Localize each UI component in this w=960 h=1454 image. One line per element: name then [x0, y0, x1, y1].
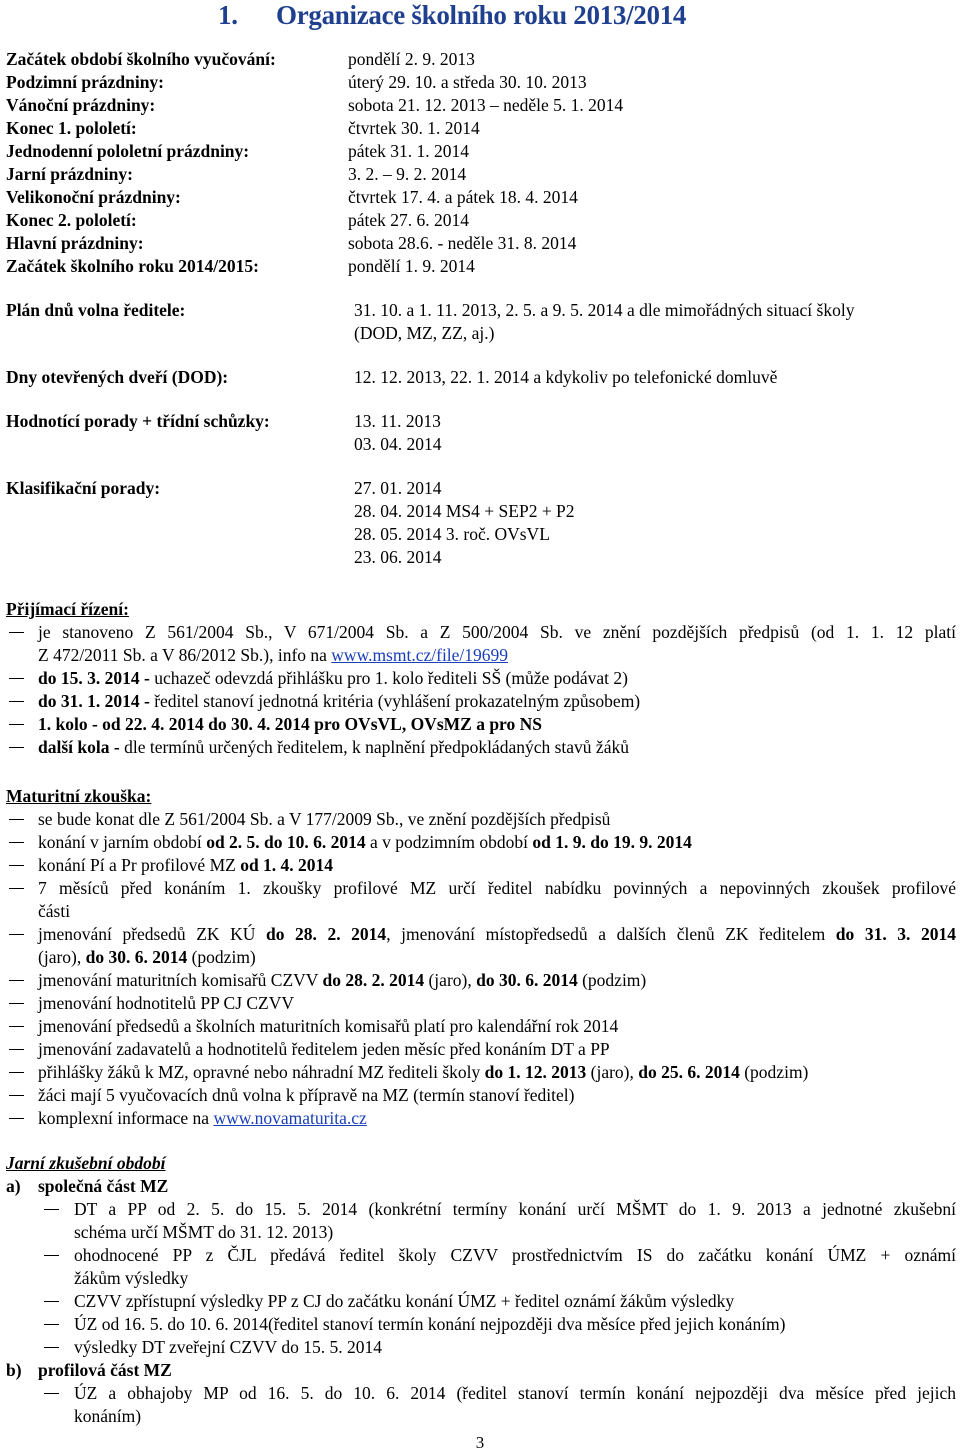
prijimaci-section: [6, 598, 956, 759]
schedule-row: Začátek období školního vyučování: pondělí 2. 9. 2013: [6, 49, 475, 69]
jarni-heading: Jarní zkušební období: [6, 1153, 166, 1173]
list-item: jmenování předsedů ZK KÚ do 28. 2. 2014, jmenování místopředsedů a dalších členů ZK ředitelem do 31. 3. 2014: [6, 923, 956, 946]
plan-row: Plán dnů volna ředitele: 31. 10. a 1. 11. 2013, 2. 5. a 9. 5. 2014 a dle mimořádných situací školy (DOD, MZ, ZZ, aj.): [6, 300, 855, 343]
list-item-cont: Z 472/2011 Sb. a V 86/2012 Sb.), info na www.msmt.cz/file/19699: [38, 645, 509, 665]
list-item: jmenování předsedů a školních maturitních komisařů platí pro kalendářní rok 2014: [6, 1015, 956, 1038]
schedule-row: Jarní prázdniny: 3. 2. – 9. 2. 2014: [6, 164, 467, 184]
list-item: DT a PP od 2. 5. do 15. 5. 2014 (konkrétní termíny konání určí MŠMT do 1. 9. 2013 a jednotné zkušební: [6, 1198, 956, 1221]
list-item-cont: konáním): [74, 1406, 142, 1426]
list-item: komplexní informace na www.novamaturita.cz: [6, 1107, 956, 1130]
schedule-table: [6, 48, 956, 569]
list-item: ÚZ od 16. 5. do 10. 6. 2014(ředitel stanoví termín konání nejpozději dva měsíce před jejich konáním): [6, 1313, 956, 1336]
prijimaci-heading: Přijímací řízení:: [6, 599, 129, 619]
list-item: přihlášky žáků k MZ, opravné nebo náhradní MZ řediteli školy do 1. 12. 2013 (jaro), do 25. 6. 2014 (podzim): [6, 1061, 956, 1084]
schedule-row: Konec 2. pololetí: pátek 27. 6. 2014: [6, 210, 470, 230]
list-item: výsledky DT zveřejní CZVV do 15. 5. 2014: [6, 1336, 956, 1359]
klasif-row: Klasifikační porady: 27. 01. 2014 28. 04. 2014 MS4 + SEP2 + P2 28. 05. 2014 3. roč. OVsVL 23. 06. 2014: [6, 478, 575, 567]
schedule-row: Hlavní prázdniny: sobota 28.6. - neděle 31. 8. 2014: [6, 233, 577, 253]
title-text: Organizace školního roku 2013/2014: [276, 0, 687, 30]
list-item-cont: (jaro), do 30. 6. 2014 (podzim): [38, 947, 256, 967]
list-item: žáci mají 5 vyučovacích dnů volna k přípravě na MZ (termín stanoví ředitel): [6, 1084, 956, 1107]
schedule-row: Velikonoční prázdniny: čtvrtek 17. 4. a pátek 18. 4. 2014: [6, 187, 578, 207]
msmt-link[interactable]: www.msmt.cz/file/19699: [331, 645, 509, 665]
list-item: konání Pí a Pr profilové MZ od 1. 4. 2014: [6, 854, 956, 877]
list-item-cont: schéma určí MŠMT do 31. 12. 2013): [74, 1222, 334, 1242]
schedule-row: Podzimní prázdniny: úterý 29. 10. a středa 30. 10. 2013: [6, 72, 587, 92]
subsection-b: b) profilová část MZ: [6, 1360, 172, 1380]
list-item: jmenování zadavatelů a hodnotitelů ředitelem jeden měsíc před konáním DT a PP: [6, 1038, 956, 1061]
page-title: [218, 0, 686, 30]
subsection-a: a) společná část MZ: [6, 1176, 169, 1196]
title-number: 1.: [218, 0, 238, 30]
list-item: ohodnocené PP z ČJL předává ředitel školy CZVV prostřednictvím IS do začátku konání ÚMZ + oznámí: [6, 1244, 956, 1267]
list-item: 1. kolo - od 22. 4. 2014 do 30. 4. 2014 pro OVsVL, OVsMZ a pro NS: [6, 713, 956, 736]
schedule-row: Začátek školního roku 2014/2015: pondělí 1. 9. 2014: [6, 256, 475, 276]
list-item: jmenování hodnotitelů PP CJ CZVV: [6, 992, 956, 1015]
schedule-row: Jednodenní pololetní prázdniny: pátek 31. 1. 2014: [6, 141, 470, 161]
schedule-row: Konec 1. pololetí: čtvrtek 30. 1. 2014: [6, 118, 480, 138]
novamaturita-link[interactable]: www.novamaturita.cz: [213, 1108, 367, 1128]
jarni-section: [6, 1152, 956, 1428]
page-number: 3: [475, 1433, 485, 1452]
porady-row: Hodnotící porady + třídní schůzky: 13. 11. 2013 03. 04. 2014: [6, 411, 442, 454]
list-item: CZVV zpřístupní výsledky PP z CJ do začátku konání ÚMZ + ředitel oznámí žákům výsledky: [6, 1290, 956, 1313]
list-item-cont: části: [38, 901, 71, 921]
list-item-cont: žákům výsledky: [74, 1268, 189, 1288]
dod-row: Dny otevřených dveří (DOD): 12. 12. 2013, 22. 1. 2014 a kdykoliv po telefonické domluvě: [6, 367, 778, 387]
schedule-row: Vánoční prázdniny: sobota 21. 12. 2013 – neděle 5. 1. 2014: [6, 95, 624, 115]
list-item: do 31. 1. 2014 - ředitel stanoví jednotná kritéria (vyhlášení prokazatelným způsobem): [6, 690, 956, 713]
list-item: je stanoveno Z 561/2004 Sb., V 671/2004 Sb. a Z 500/2004 Sb. ve znění pozdějších předpisů (od 1. 1. 12 platí: [6, 621, 956, 644]
list-item: další kola - dle termínů určených ředitelem, k naplnění předpokládaných stavů žáků: [6, 736, 956, 759]
list-item: konání v jarním období od 2. 5. do 10. 6. 2014 a v podzimním období od 1. 9. do 19. 9. 2014: [6, 831, 956, 854]
list-item: jmenování maturitních komisařů CZVV do 28. 2. 2014 (jaro), do 30. 6. 2014 (podzim): [6, 969, 956, 992]
list-item: se bude konat dle Z 561/2004 Sb. a V 177/2009 Sb., ve znění pozdějších předpisů: [6, 808, 956, 831]
list-item: 7 měsíců před konáním 1. zkoušky profilové MZ určí ředitel nabídku povinných a nepovinných zkoušek profilové: [6, 877, 956, 900]
maturita-section: [6, 785, 956, 1130]
list-item: ÚZ a obhajoby MP od 16. 5. do 10. 6. 2014 (ředitel stanoví termín konání nejpozději dva měsíce před jejich: [6, 1382, 956, 1405]
maturita-heading: Maturitní zkouška:: [6, 786, 152, 806]
list-item: do 15. 3. 2014 - uchazeč odevzdá přihlášku pro 1. kolo řediteli SŠ (může podávat 2): [6, 667, 956, 690]
